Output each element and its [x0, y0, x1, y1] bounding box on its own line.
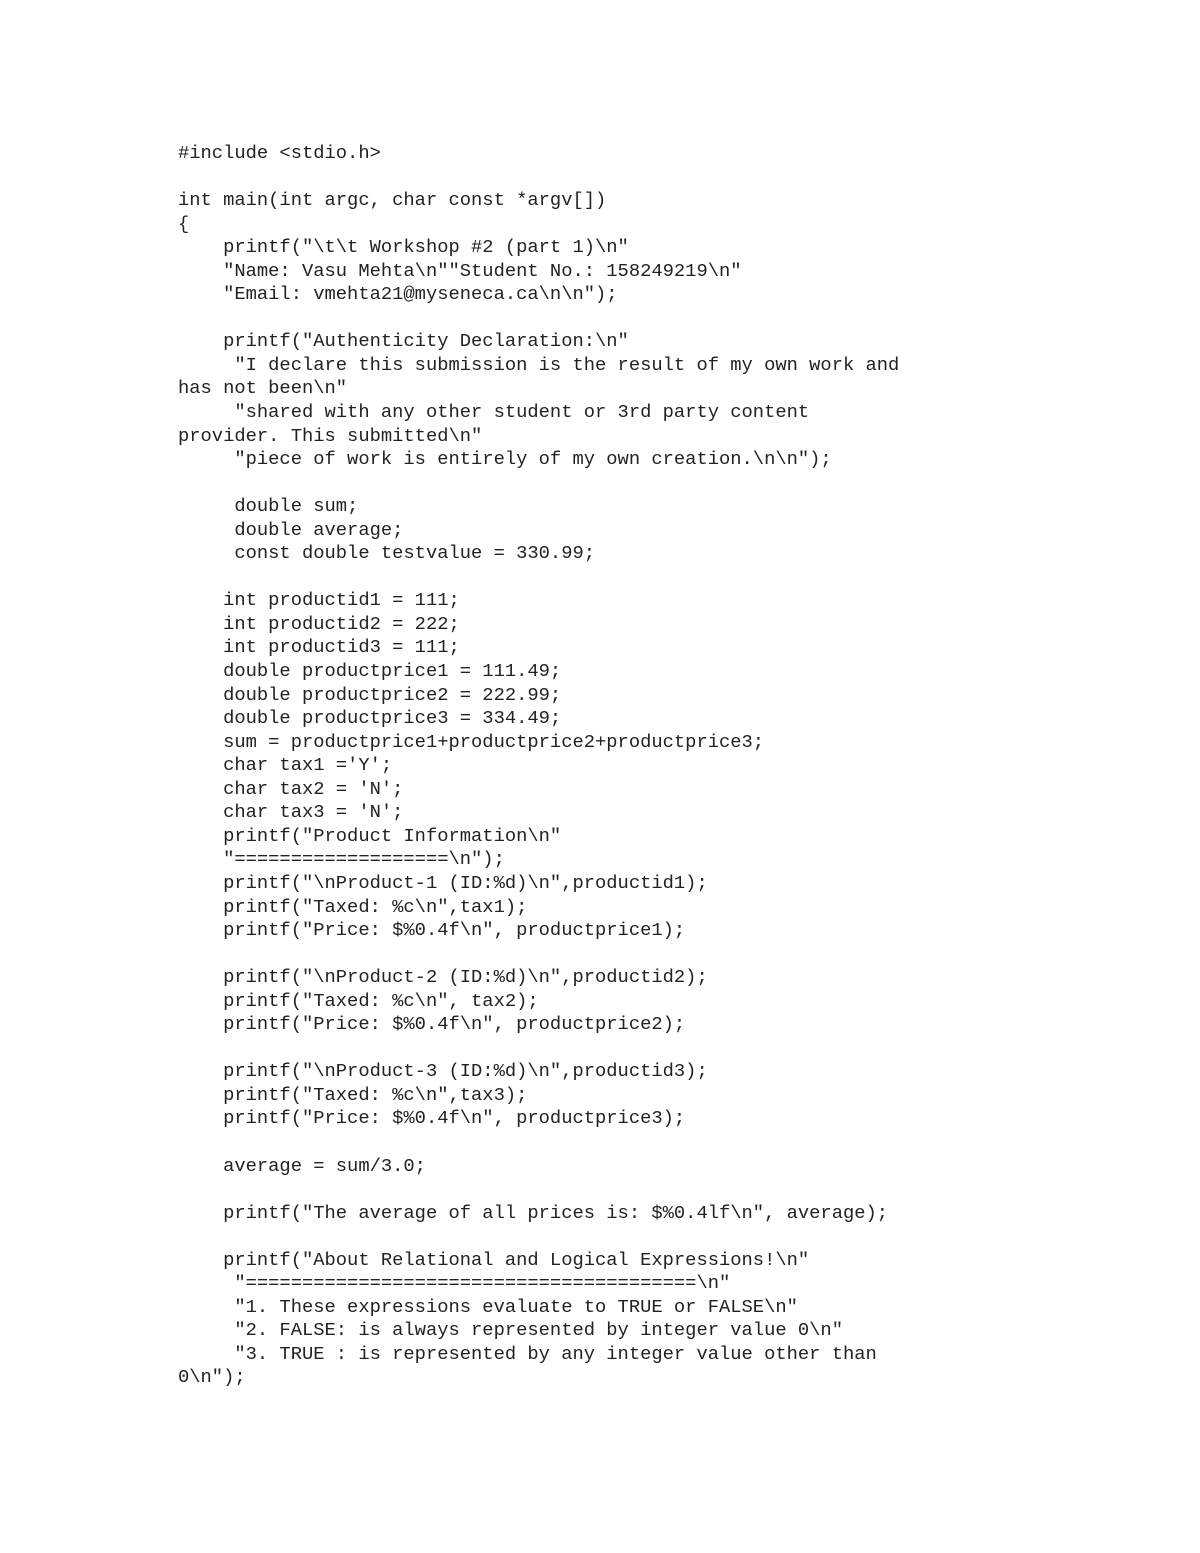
code-line: 0\n"); [178, 1366, 246, 1389]
code-line: printf("\nProduct-2 (ID:%d)\n",productid2); [178, 966, 708, 989]
code-line: double productprice2 = 222.99; [178, 683, 562, 706]
code-line: double productprice1 = 111.49; [178, 660, 562, 683]
code-line: double sum; [178, 495, 359, 518]
code-line: printf("Price: $%0.4f\n", productprice1); [178, 919, 686, 942]
code-line [178, 566, 1158, 590]
code-line: int productid1 = 111; [178, 589, 460, 612]
code-line: "3. TRUE : is represented by any integer value other than [178, 1342, 877, 1365]
code-line: int main(int argc, char const *argv[]) [178, 189, 607, 212]
code-line: "===================\n"); [178, 848, 505, 871]
code-listing [178, 142, 1158, 1390]
code-line: "========================================\n" [178, 1272, 731, 1295]
code-line: char tax3 = 'N'; [178, 801, 404, 824]
code-line: "Name: Vasu Mehta\n""Student No.: 158249219\n" [178, 259, 742, 282]
code-line: "shared with any other student or 3rd party content [178, 401, 810, 424]
code-line: "2. FALSE: is always represented by integer value 0\n" [178, 1319, 843, 1342]
code-line: "I declare this submission is the result of my own work and [178, 353, 900, 376]
code-line [178, 307, 1158, 331]
code-line: printf("Taxed: %c\n", tax2); [178, 989, 539, 1012]
code-line: #include <stdio.h> [178, 142, 381, 164]
code-line: sum = productprice1+productprice2+productprice3; [178, 730, 765, 753]
code-line: average = sum/3.0; [178, 1154, 426, 1177]
code-line [178, 1178, 1158, 1202]
code-line [178, 166, 1158, 190]
code-line: printf("Price: $%0.4f\n", productprice2); [178, 1013, 686, 1036]
code-line: printf("\nProduct-1 (ID:%d)\n",productid1); [178, 871, 708, 894]
code-line: printf("Taxed: %c\n",tax3); [178, 1083, 528, 1106]
code-line: "Email: vmehta21@myseneca.ca\n\n"); [178, 283, 618, 306]
code-line [178, 1131, 1158, 1155]
code-line: const double testvalue = 330.99; [178, 542, 596, 565]
code-line: has not been\n" [178, 377, 348, 400]
code-line: { [178, 212, 190, 235]
code-line [178, 943, 1158, 967]
code-line: printf("The average of all prices is: $%0.4lf\n", average); [178, 1201, 889, 1224]
code-line: printf("Price: $%0.4f\n", productprice3); [178, 1107, 686, 1130]
code-line: printf("\nProduct-3 (ID:%d)\n",productid3); [178, 1060, 708, 1083]
code-line: printf("About Relational and Logical Expressions!\n" [178, 1248, 810, 1271]
code-line: char tax2 = 'N'; [178, 777, 404, 800]
code-line: printf("\t\t Workshop #2 (part 1)\n" [178, 236, 629, 259]
code-line [178, 1037, 1158, 1061]
code-line: "piece of work is entirely of my own creation.\n\n"); [178, 448, 832, 471]
code-line: char tax1 ='Y'; [178, 754, 393, 777]
code-line: double productprice3 = 334.49; [178, 707, 562, 730]
code-line: int productid2 = 222; [178, 612, 460, 635]
code-line: double average; [178, 518, 404, 541]
code-line: provider. This submitted\n" [178, 424, 483, 447]
code-line: printf("Product Information\n" [178, 824, 562, 847]
code-line [178, 1225, 1158, 1249]
code-line: printf("Taxed: %c\n",tax1); [178, 895, 528, 918]
code-line: int productid3 = 111; [178, 636, 460, 659]
code-line: printf("Authenticity Declaration:\n" [178, 330, 629, 353]
code-line [178, 472, 1158, 496]
code-line: "1. These expressions evaluate to TRUE or FALSE\n" [178, 1295, 798, 1318]
